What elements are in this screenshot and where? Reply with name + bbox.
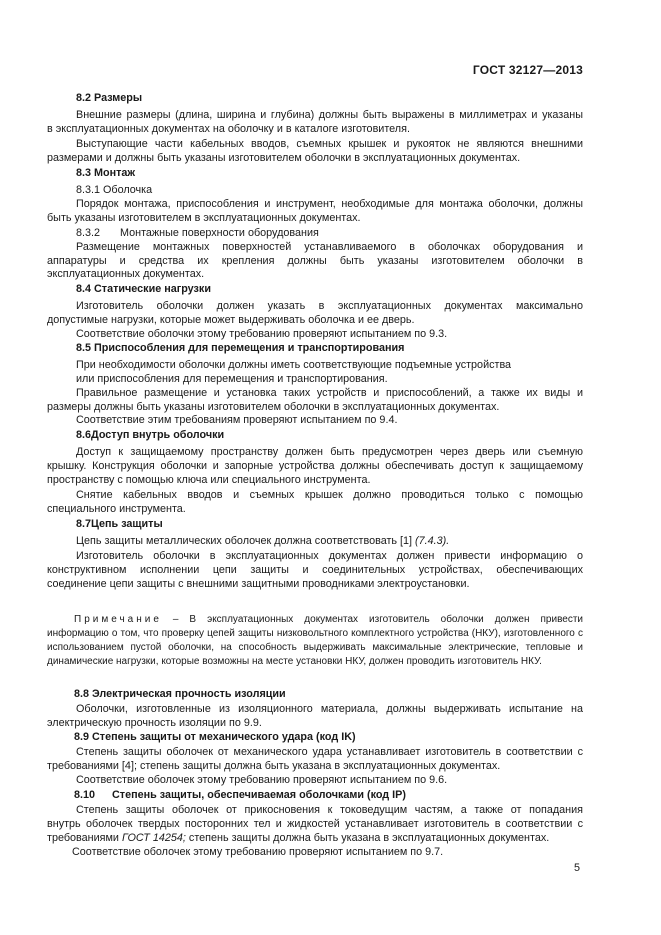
text-line: электрическую прочность изоляции по 9.9. [47, 717, 262, 729]
text-line: в эксплуатационных документах на оболочку и в каталоге изготовителя. [47, 123, 410, 135]
section-heading-8-6: 8.6Доступ внутрь оболочки [76, 429, 225, 441]
text-line: Соответствие оболочки этому требованию проверяют испытанием по 9.3. [76, 328, 448, 340]
section-heading-8-7: 8.7Цепь защиты [76, 518, 163, 530]
text-line: Соответствие этим требованиям проверяют испытанием по 9.4. [76, 414, 398, 426]
text-line: Изготовитель оболочки в эксплуатационных документах должен привести информацию о [76, 550, 583, 562]
text-line: Размещение монтажных поверхностей устанавливаемого в оболочках оборудования и [76, 241, 583, 253]
text-line: Соответствие оболочек этому требованию проверяют испытанием по 9.7. [72, 846, 444, 858]
standard-reference: ГОСТ 14254; [121, 832, 186, 844]
subsection-heading-8-3-1: 8.3.1 Оболочка [76, 184, 153, 196]
text-line: специального инструмента. [47, 503, 186, 515]
text-line: Изготовитель оболочки должен указать в эксплуатационных документах максимально [76, 300, 583, 312]
section-heading-8-2: 8.2 Размеры [76, 92, 143, 104]
text-line: Соответствие оболочек этому требованию проверяют испытанием по 9.6. [76, 774, 448, 786]
subsection-number: 8.3.2 [76, 227, 101, 239]
note-label: Примечание [74, 614, 162, 625]
section-heading-8-8: 8.8 Электрическая прочность изоляции [74, 688, 286, 700]
subsection-title: Монтажные поверхности оборудования [120, 227, 319, 239]
text-line: Выступающие части кабельных вводов, съемных крышек и рукояток не являются внешними [76, 138, 583, 150]
text-line: аппаратуры и средства их крепления должны быть указаны изготовителем оболочки в [47, 255, 583, 267]
section-heading-8-3: 8.3 Монтаж [76, 167, 136, 179]
text-span: требованиями [47, 832, 122, 844]
text-line: Степень защиты оболочек от механического удара устанавливает изготовитель в соответствии с [76, 746, 583, 758]
section-number: 8.10 [74, 789, 96, 801]
text-line: соединение цепи защиты с внешними защитными проводниками электроустановки. [47, 578, 470, 590]
text-line: размерами и должны быть указаны изготовителем оболочки в эксплуатационных документах. [47, 152, 521, 164]
text-line: размеры должны быть указаны изготовителем оболочки в эксплуатационных документах. [47, 401, 500, 413]
text-line: При необходимости оболочки должны иметь соответствующие подъемные устройства [76, 359, 512, 371]
text-span: степень защиты должна быть указана в эксплуатационных документах. [185, 832, 550, 844]
section-heading-8-10 [74, 788, 583, 802]
text-line: Порядок монтажа, приспособления и инструмент, необходимые для монтажа оболочки, должны [76, 198, 583, 210]
text-line: допустимые нагрузки, которые может выдерживать оболочка и ее дверь. [47, 314, 415, 326]
note-text: – В эксплуатационных документах изготовитель оболочки должен привести [161, 614, 583, 625]
text-line: Правильное размещение и установка таких устройств и приспособлений, а также их виды и [76, 387, 583, 399]
text-line: конструктивном исполнении цепи защиты и соединительных устройствах, обеспечивающих [47, 564, 583, 576]
text-line: требованиями [4]; степень защиты должна быть указана в эксплуатационных документах. [47, 760, 501, 772]
note-line: динамические нагрузки, которые возможны на месте установки НКУ, должен проводить изготовитель НКУ. [47, 656, 542, 667]
text-line: Доступ к защищаемому пространству должен быть предусмотрен через дверь или съемную [76, 446, 583, 458]
note-line [74, 613, 583, 627]
text-line [76, 534, 583, 548]
document-code-header: ГОСТ 32127—2013 [472, 63, 583, 77]
section-title: Степень защиты, обеспечиваемая оболочками (код IP) [112, 789, 406, 801]
text-span: Цепь защиты металлических оболочек должна соответствовать [1] [76, 535, 416, 547]
text-line [47, 831, 583, 845]
text-line: эксплуатационных документах. [47, 268, 205, 280]
section-heading-8-9: 8.9 Степень защиты от механического удара (код IK) [74, 731, 356, 743]
text-line: внутрь оболочек твердых посторонних тел и жидкостей устанавливает изготовитель в соответствии с [47, 818, 583, 830]
text-line: крышку. Конструкция оболочки и запорные устройства должны обеспечивать доступ к защищаемому [47, 460, 583, 472]
section-heading-8-4: 8.4 Статические нагрузки [76, 283, 211, 295]
text-line: пространству с помощью ключа или специального инструмента. [47, 474, 371, 486]
text-line: Степень защиты оболочек от прикосновения к токоведущим частям, а также от попадания [76, 804, 583, 816]
text-line: быть указаны изготовителем в эксплуатационных документах. [47, 212, 361, 224]
text-line: Внешние размеры (длина, ширина и глубина) должны быть выражены в миллиметрах и указаны [76, 109, 583, 121]
text-line: Снятие кабельных вводов и съемных крышек должно проводиться только с помощью [76, 489, 583, 501]
clause-reference: (7.4.3). [415, 535, 450, 547]
note-line: информацию о том, что проверку цепей защиты низковольтного комплектного устройства (НКУ), изготовленного с [47, 628, 583, 639]
text-line: Оболочки, изготовленные из изоляционного материала, должны выдерживать испытание на [76, 703, 583, 715]
page-number: 5 [574, 862, 581, 874]
section-heading-8-5: 8.5 Приспособления для перемещения и транспортирования [76, 342, 405, 354]
subsection-heading-8-3-2 [76, 226, 583, 240]
text-line: или приспособления для перемещения и транспортирования. [76, 373, 388, 385]
note-line: использованием пустой оболочки, на способность выдерживать максимальные электрические, тепловые и [47, 642, 583, 653]
